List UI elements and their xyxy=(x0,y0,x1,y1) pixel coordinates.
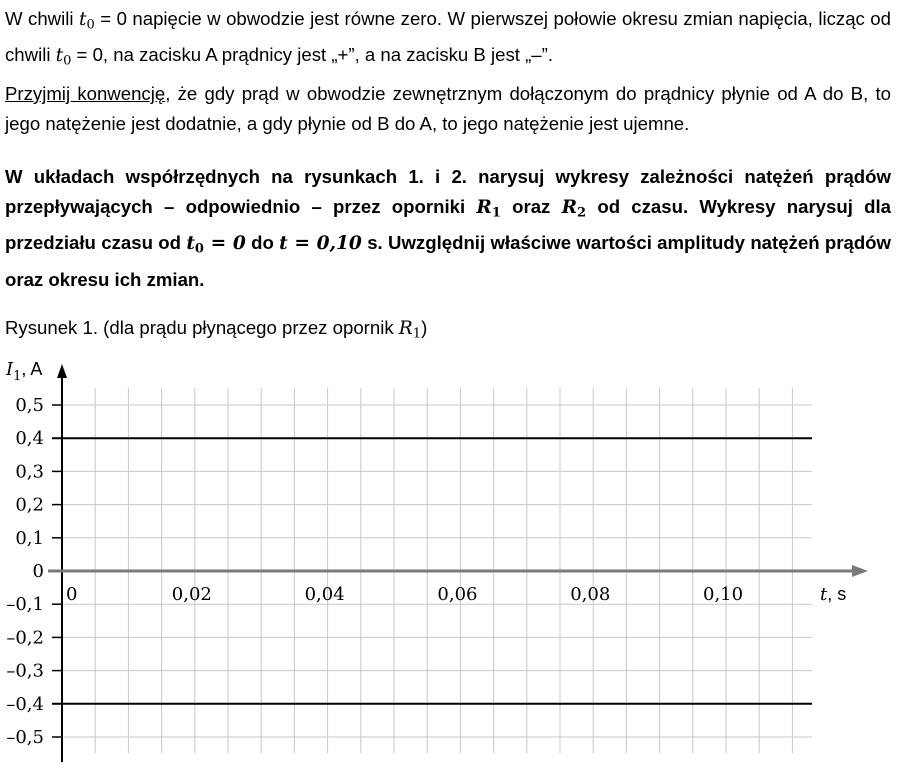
var-t xyxy=(55,45,72,69)
text-run: W chwili xyxy=(5,8,79,29)
var-r-sub: 2 xyxy=(577,205,587,221)
x-axis-arrow xyxy=(852,565,868,577)
task-paragraph xyxy=(5,162,891,295)
text-run: W układach współrzędnych na rysunkach 1. i 2. narysuj wykresy zależności natężeń prądów przepływających – odpowiednio – przez oporniki xyxy=(5,166,891,217)
var-r-letter: R xyxy=(476,197,492,218)
x-tick-label: 0,10 xyxy=(703,584,744,605)
var-t xyxy=(78,9,95,33)
var-t-sub: 0 xyxy=(194,241,204,257)
x-tick-label: 0,02 xyxy=(171,584,212,605)
var-r1 xyxy=(476,197,501,221)
text-run: , że gdy prąd w obwodzie zewnętrznym dołączonym do prądnicy płynie od A do B, to jego natężenie jest dodatnie, a gdy płynie od B do A, to jego natężenie jest ujemne. xyxy=(5,83,891,134)
y-axis-var-sub: 1 xyxy=(13,369,22,384)
y-axis-var: I xyxy=(6,359,14,380)
y-tick-label: 0,3 xyxy=(15,461,44,483)
caption-var-sub: 1 xyxy=(412,326,422,342)
x-axis-var: t xyxy=(820,584,828,605)
y-axis-label xyxy=(5,359,42,384)
x-tick-label: 0 xyxy=(66,584,78,605)
text-run: oraz xyxy=(500,196,562,217)
y-tick-label: –0,1 xyxy=(6,594,44,616)
text-run: od czasu. Wykresy narysuj dla przedziału czasu od xyxy=(5,196,891,254)
math-eq: = 0 xyxy=(203,233,246,255)
y-tick-label: –0,5 xyxy=(6,727,44,748)
var-r-letter: R xyxy=(561,197,578,218)
var-t-letter: t xyxy=(186,233,195,255)
text-run: = 0 napięcie w obwodzie jest równe zero. W pierwszej połowie okresu zmian napięcia, licząc od chwili xyxy=(5,8,891,66)
caption-close: ) xyxy=(421,317,428,338)
var-t-sub: 0 xyxy=(86,17,95,33)
y-tick-label: –0,3 xyxy=(6,660,44,682)
x-tick-label: 0,06 xyxy=(437,584,478,605)
var-t-sub: 0 xyxy=(63,53,72,69)
x-tick-label: 0,04 xyxy=(304,584,345,605)
y-tick-label: 0,1 xyxy=(15,527,44,549)
y-axis-arrow xyxy=(57,364,67,378)
y-tick-label: –0,2 xyxy=(6,627,44,649)
var-t: t xyxy=(279,233,288,255)
var-t0 xyxy=(186,233,204,257)
chart-grid xyxy=(0,350,901,770)
var-t-letter: t xyxy=(78,9,87,30)
text-run: = 0, na zacisku A prądnicy jest „+”, a na zacisku B jest „–”. xyxy=(71,44,553,66)
var-r-sub: 1 xyxy=(491,205,501,221)
underlined-text: Przyjmij konwencję xyxy=(5,83,166,104)
y-tick-label: 0,2 xyxy=(15,494,44,516)
var-t-letter: t xyxy=(55,45,64,67)
x-axis-label xyxy=(820,584,846,605)
convention-paragraph xyxy=(5,79,891,139)
axes xyxy=(48,364,868,762)
intro-paragraph xyxy=(5,4,891,77)
y-axis-unit: , A xyxy=(21,359,43,379)
y-tick-label: 0,5 xyxy=(15,395,44,416)
caption-text: Rysunek 1. (dla prądu płynącego przez opornik xyxy=(5,317,399,338)
math-eq: = 0,10 xyxy=(287,233,362,255)
x-tick-label: 0,08 xyxy=(570,584,611,605)
x-axis-unit: , s xyxy=(827,584,847,604)
var-r2 xyxy=(561,197,587,221)
y-tick-label: 0 xyxy=(32,561,44,582)
text-run: s. Uwzględnij właściwe wartości amplitudy natężeń prądów oraz okresu ich zmian. xyxy=(5,232,891,290)
y-tick-label: –0,4 xyxy=(6,693,44,715)
caption-var xyxy=(398,318,422,342)
y-tick-label: 0,4 xyxy=(15,428,44,450)
text-run: do xyxy=(245,232,280,254)
caption-var-letter: R xyxy=(398,318,413,339)
figure-caption xyxy=(5,314,427,348)
